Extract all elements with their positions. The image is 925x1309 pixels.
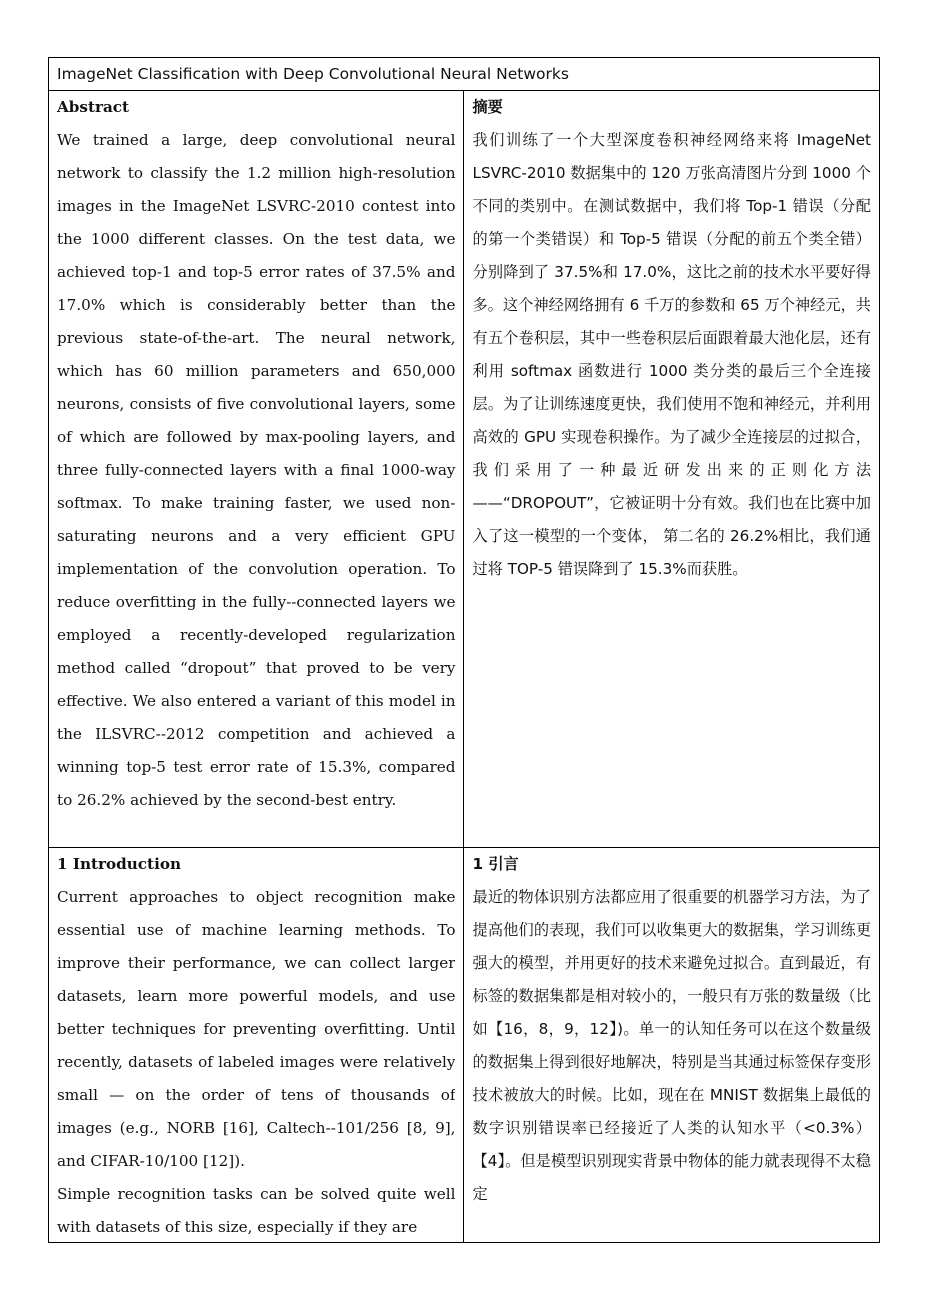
- title-row: [49, 58, 880, 91]
- abstract-en-text: We trained a large, deep convolutional neural network to classify the 1.2 million high-resolution images in the ImageNet LSVRC-2010 contest into the 1000 different classes. On the test data, we achieved top-1 and top-5 error rates of 37.5% and 17.0% which is considerably better than the previous state-of-the-art. The neural network, which has 60 million parameters and 650,000 neurons, consists of five convolutional layers, some of which are followed by max-pooling layers, and three fully-connected layers with a final 1000-way softmax. To make training faster, we used non-saturating neurons and a very efficient GPU implementation of the convolution operation. To reduce overfitting in the fully--connected layers we employed a recently-developed regularization method called “dropout” that proved to be very effective. We also entered a variant of this model in the ILSVRC--2012 competition and achieved a winning top-5 test error rate of 15.3%, compared to 26.2% achieved by the second-best entry.: [57, 131, 456, 809]
- introduction-zh-heading: 1 引言: [472, 855, 519, 873]
- introduction-row: [49, 848, 880, 1243]
- introduction-en-para1: Current approaches to object recognition make essential use of machine learning methods. To improve their performance, we can collect larger datasets, learn more powerful models, and use better techniques for preventing overfitting. Until recently, datasets of labeled images were relatively small — on the order of tens of thousands of images (e.g., NORB [16], Caltech--101/256 [8, 9], and CIFAR-10/100 [12]).: [57, 888, 456, 1170]
- abstract-row: [49, 91, 880, 848]
- introduction-en-cell: [49, 848, 464, 1243]
- abstract-zh-text: 我们训练了一个大型深度卷积神经网络来将 ImageNet LSVRC-2010 数据集中的 120 万张高清图片分到 1000 个不同的类别中。在测试数据中，我们将 Top-1 错误（分配的第一个类错误）和 Top-5 错误（分配的前五个类全错）分别降到了 37.5%和 17.0%，这比之前的技术水平要好得多。这个神经网络拥有 6 千万的参数和 65 万个神经元，共有五个卷积层，其中一些卷积层后面跟着最大池化层，还有利用 softmax 函数进行 1000 类分类的最后三个全连接层。为了让训练速度更快，我们使用不饱和神经元，并利用高效的 GPU 实现卷积操作。为了减少全连接层的过拟合，我们采用了一种最近研发出来的正则化方法——“DROPOUT”，它被证明十分有效。我们也在比赛中加入了这一模型的一个变体， 第二名的 26.2%相比，我们通过将 TOP-5 错误降到了 15.3%而获胜。: [472, 131, 871, 578]
- introduction-en-heading: 1 Introduction: [57, 855, 182, 873]
- introduction-zh-text: 最近的物体识别方法都应用了很重要的机器学习方法，为了提高他们的表现，我们可以收集更大的数据集，学习训练更强大的模型，并用更好的技术来避免过拟合。直到最近，有标签的数据集都是相对较小的，一般只有万张的数量级（比如【16，8，9，12】)。单一的认知任务可以在这个数量级的数据集上得到很好地解决，特别是当其通过标签保存变形技术被放大的时候。比如，现在在 MNIST 数据集上最低的数字识别错误率已经接近了人类的认知水平（<0.3%）【4】。但是模型识别现实背景中物体的能力就表现得不太稳定: [472, 888, 871, 1203]
- introduction-en-para2: Simple recognition tasks can be solved quite well with datasets of this size, especially if they are: [57, 1185, 456, 1236]
- bilingual-table: [48, 57, 880, 1243]
- document-title: ImageNet Classification with Deep Convolutional Neural Networks: [49, 58, 880, 91]
- abstract-en-heading: Abstract: [57, 98, 130, 116]
- abstract-zh-cell: [464, 91, 880, 848]
- abstract-zh-heading: 摘要: [472, 98, 503, 116]
- document-page: [48, 57, 880, 1243]
- introduction-zh-cell: [464, 848, 880, 1243]
- abstract-en-cell: [49, 91, 464, 848]
